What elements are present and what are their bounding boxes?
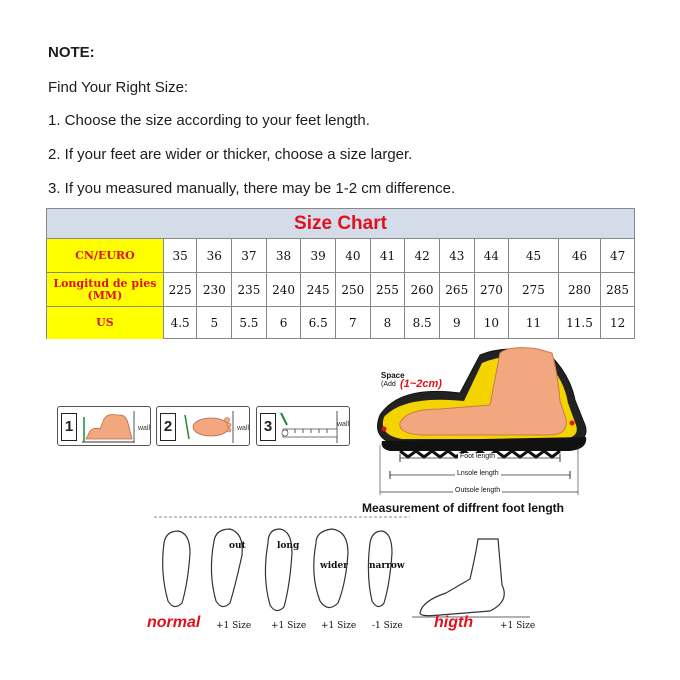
size-chart-table bbox=[46, 208, 635, 339]
wall-label-3: wall bbox=[337, 421, 350, 428]
size-adjust-high: +1 Size bbox=[500, 621, 536, 631]
cell-us: 12 bbox=[609, 316, 626, 330]
cell-us: 11 bbox=[509, 307, 559, 339]
step-2-number: 2 bbox=[160, 413, 176, 441]
cell-cn-euro: 43 bbox=[440, 239, 475, 272]
row-header-foot-length bbox=[47, 273, 164, 306]
cell-us: 6 bbox=[267, 307, 302, 339]
cell-foot-length: 240 bbox=[267, 273, 302, 306]
size-adjust-wider: +1 Size bbox=[321, 621, 357, 631]
size-adjust-long: +1 Size bbox=[271, 621, 307, 631]
foot-length-measure: Foot length bbox=[460, 453, 496, 460]
cell-cn-euro: 47 bbox=[609, 248, 626, 263]
tip-3: 3. If you measured manually, there may be 1-2 cm difference. bbox=[48, 180, 456, 197]
cell-foot-length: 275 bbox=[509, 273, 559, 306]
table-row-cn-euro bbox=[47, 239, 634, 273]
outsole-length-measure: Outsole length bbox=[455, 487, 501, 494]
insole-length-measure: Lnsole length bbox=[457, 470, 499, 477]
cell-cn-euro: 42 bbox=[405, 239, 440, 272]
cell-cn-euro: 44 bbox=[475, 239, 510, 272]
cell-us: 7 bbox=[336, 307, 371, 339]
cell-foot-length: 270 bbox=[475, 273, 510, 306]
foot-types-illustration bbox=[150, 513, 550, 618]
cell-us: 4.5 bbox=[164, 307, 198, 339]
step-1-box bbox=[57, 406, 151, 446]
table-row-foot-length bbox=[47, 273, 634, 307]
cell-us: 5 bbox=[197, 307, 232, 339]
cell-us: 6.5 bbox=[301, 307, 336, 339]
wall-label-2: wall bbox=[237, 425, 250, 432]
foot-type-wider: wider bbox=[320, 561, 348, 571]
shoe-measurement-diagram bbox=[360, 345, 620, 505]
step-3-number: 3 bbox=[260, 413, 276, 441]
cell-foot-length: 285 bbox=[606, 282, 630, 297]
add-value: (1~2cm) bbox=[400, 378, 442, 390]
cell-us: 9 bbox=[440, 307, 475, 339]
cell-cn-euro: 35 bbox=[164, 239, 198, 272]
cell-cn-euro: 41 bbox=[371, 239, 406, 272]
space-label: Space bbox=[381, 371, 405, 380]
foot-type-long: long bbox=[277, 541, 300, 551]
cell-foot-length: 260 bbox=[405, 273, 440, 306]
tip-1: 1. Choose the size according to your feet length. bbox=[48, 112, 370, 129]
cell-cn-euro: 36 bbox=[197, 239, 232, 272]
note-label: NOTE: bbox=[48, 44, 95, 61]
step-1-number: 1 bbox=[61, 413, 77, 441]
foot-type-high: higth bbox=[434, 614, 474, 631]
cell-cn-euro: 46 bbox=[559, 239, 602, 272]
foot-type-normal: normal bbox=[147, 614, 201, 631]
wall-label-1: wall bbox=[138, 425, 151, 432]
add-label: (Add bbox=[381, 381, 396, 388]
cell-foot-length: 235 bbox=[232, 273, 267, 306]
cell-cn-euro: 38 bbox=[267, 239, 302, 272]
cell-cn-euro: 40 bbox=[336, 239, 371, 272]
note-heading: Find Your Right Size: bbox=[48, 79, 189, 96]
foot-type-narrow: narrow bbox=[369, 561, 405, 571]
cell-foot-length: 250 bbox=[336, 273, 371, 306]
cell-us: 10 bbox=[475, 307, 510, 339]
cell-cn-euro: 45 bbox=[509, 239, 559, 272]
cell-foot-length: 225 bbox=[164, 273, 198, 306]
cell-us: 8 bbox=[371, 307, 406, 339]
cell-foot-length: 230 bbox=[197, 273, 232, 306]
size-adjust-out: +1 Size bbox=[216, 621, 252, 631]
row-header-cn-euro: CN/EURO bbox=[47, 239, 164, 272]
cell-us: 8.5 bbox=[405, 307, 440, 339]
size-chart-title: Size Chart bbox=[47, 209, 634, 239]
cell-us: 5.5 bbox=[232, 307, 267, 339]
foot-length-label: Longitud de pies bbox=[53, 276, 157, 290]
tip-2: 2. If your feet are wider or thicker, choose a size larger. bbox=[48, 146, 413, 163]
cell-cn-euro: 37 bbox=[232, 239, 267, 272]
row-header-us: US bbox=[47, 307, 164, 339]
step-3-box bbox=[256, 406, 350, 446]
step-2-box bbox=[156, 406, 250, 446]
cell-foot-length: 265 bbox=[440, 273, 475, 306]
diagram-caption: Measurement of diffrent foot length bbox=[362, 501, 564, 515]
size-adjust-narrow: -1 Size bbox=[372, 621, 403, 631]
foot-length-unit: (MM) bbox=[87, 288, 123, 302]
cell-foot-length: 255 bbox=[371, 273, 406, 306]
cell-cn-euro: 39 bbox=[301, 239, 336, 272]
cell-foot-length: 245 bbox=[301, 273, 336, 306]
table-row-us bbox=[47, 307, 634, 339]
foot-type-out: out bbox=[229, 541, 246, 551]
cell-foot-length: 280 bbox=[559, 273, 602, 306]
cell-us: 11.5 bbox=[559, 307, 602, 339]
